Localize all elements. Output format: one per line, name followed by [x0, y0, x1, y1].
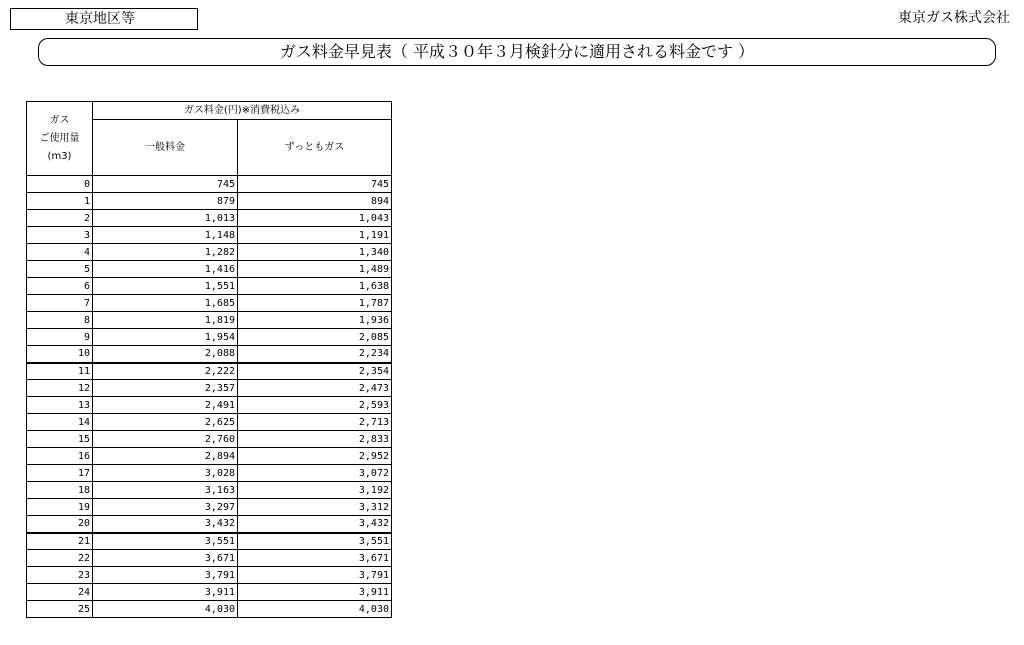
- general-fee-cell: 3,432: [93, 516, 238, 533]
- page-title: ガス料金早見表（ 平成３０年３月検針分に適用される料金です ）: [38, 38, 996, 66]
- zuttomo-fee-cell: 894: [238, 193, 392, 210]
- general-fee-cell: 3,028: [93, 465, 238, 482]
- usage-header-line1: ガス: [49, 114, 70, 126]
- usage-header: [27, 102, 93, 176]
- zuttomo-fee-cell: 3,192: [238, 482, 392, 499]
- table-row: [27, 567, 392, 584]
- general-fee-cell: 2,625: [93, 414, 238, 431]
- general-fee-cell: 745: [93, 176, 238, 193]
- usage-cell: 8: [27, 312, 93, 329]
- usage-cell: 5: [27, 261, 93, 278]
- general-fee-cell: 2,357: [93, 380, 238, 397]
- usage-cell: 0: [27, 176, 93, 193]
- zuttomo-fee-cell: 1,340: [238, 244, 392, 261]
- zuttomo-fee-cell: 3,671: [238, 550, 392, 567]
- zuttomo-fee-cell: 2,952: [238, 448, 392, 465]
- zuttomo-fee-cell: 3,791: [238, 567, 392, 584]
- table-row: [27, 431, 392, 448]
- usage-cell: 18: [27, 482, 93, 499]
- general-fee-cell: 879: [93, 193, 238, 210]
- table-row: [27, 601, 392, 618]
- table-row: [27, 448, 392, 465]
- table-row: [27, 499, 392, 516]
- table-row: [27, 193, 392, 210]
- general-fee-cell: 1,819: [93, 312, 238, 329]
- general-fee-cell: 1,685: [93, 295, 238, 312]
- general-fee-cell: 1,148: [93, 227, 238, 244]
- general-fee-cell: 2,491: [93, 397, 238, 414]
- general-fee-cell: 1,282: [93, 244, 238, 261]
- usage-cell: 21: [27, 533, 93, 550]
- usage-cell: 19: [27, 499, 93, 516]
- region-label: 東京地区等: [10, 8, 198, 30]
- general-fee-cell: 2,222: [93, 363, 238, 380]
- usage-cell: 9: [27, 329, 93, 346]
- zuttomo-fee-cell: 1,936: [238, 312, 392, 329]
- usage-cell: 4: [27, 244, 93, 261]
- general-fee-cell: 2,088: [93, 346, 238, 363]
- zuttomo-fee-cell: 2,234: [238, 346, 392, 363]
- table-row: [27, 516, 392, 533]
- general-fee-cell: 3,671: [93, 550, 238, 567]
- general-fee-cell: 4,030: [93, 601, 238, 618]
- general-fee-cell: 2,894: [93, 448, 238, 465]
- usage-cell: 6: [27, 278, 93, 295]
- usage-header-line3: (m3): [47, 150, 72, 162]
- usage-cell: 15: [27, 431, 93, 448]
- zuttomo-fee-cell: 3,551: [238, 533, 392, 550]
- table-row: [27, 363, 392, 380]
- usage-cell: 2: [27, 210, 93, 227]
- zuttomo-fee-cell: 2,473: [238, 380, 392, 397]
- zuttomo-fee-cell: 3,432: [238, 516, 392, 533]
- usage-cell: 14: [27, 414, 93, 431]
- rate-table: [26, 101, 392, 618]
- usage-cell: 7: [27, 295, 93, 312]
- general-fee-cell: 1,013: [93, 210, 238, 227]
- usage-cell: 3: [27, 227, 93, 244]
- table-row: [27, 482, 392, 499]
- table-row: [27, 261, 392, 278]
- table-row: [27, 533, 392, 550]
- company-name: 東京ガス株式会社: [898, 10, 1010, 26]
- table-row: [27, 176, 392, 193]
- zuttomo-fee-cell: 1,489: [238, 261, 392, 278]
- zuttomo-fee-cell: 2,085: [238, 329, 392, 346]
- general-fee-cell: 3,551: [93, 533, 238, 550]
- usage-cell: 13: [27, 397, 93, 414]
- table-row: [27, 329, 392, 346]
- table-row: [27, 278, 392, 295]
- general-fee-cell: 3,911: [93, 584, 238, 601]
- table-row: [27, 346, 392, 363]
- usage-header-line2: ご使用量: [39, 132, 80, 144]
- zuttomo-fee-cell: 1,787: [238, 295, 392, 312]
- zuttomo-fee-cell: 2,713: [238, 414, 392, 431]
- usage-cell: 16: [27, 448, 93, 465]
- general-fee-cell: 3,163: [93, 482, 238, 499]
- table-row: [27, 414, 392, 431]
- table-row: [27, 295, 392, 312]
- general-fee-cell: 1,416: [93, 261, 238, 278]
- usage-cell: 12: [27, 380, 93, 397]
- zuttomo-fee-cell: 1,043: [238, 210, 392, 227]
- usage-cell: 24: [27, 584, 93, 601]
- rate-table-body: [27, 176, 392, 618]
- general-fee-cell: 1,551: [93, 278, 238, 295]
- usage-cell: 23: [27, 567, 93, 584]
- usage-cell: 20: [27, 516, 93, 533]
- table-row: [27, 380, 392, 397]
- general-fee-cell: 1,954: [93, 329, 238, 346]
- usage-cell: 11: [27, 363, 93, 380]
- zuttomo-fee-cell: 2,593: [238, 397, 392, 414]
- zuttomo-fee-cell: 1,191: [238, 227, 392, 244]
- zuttomo-fee-cell: 1,638: [238, 278, 392, 295]
- zuttomo-fee-cell: 3,072: [238, 465, 392, 482]
- zuttomo-fee-cell: 3,312: [238, 499, 392, 516]
- zuttomo-gas-header: ずっともガス: [238, 120, 392, 176]
- zuttomo-fee-cell: 745: [238, 176, 392, 193]
- fee-group-header: ガス料金(円)※消費税込み: [93, 102, 392, 120]
- general-fee-cell: 3,297: [93, 499, 238, 516]
- zuttomo-fee-cell: 3,911: [238, 584, 392, 601]
- general-fee-cell: 2,760: [93, 431, 238, 448]
- usage-cell: 10: [27, 346, 93, 363]
- usage-cell: 22: [27, 550, 93, 567]
- table-row: [27, 227, 392, 244]
- general-fee-header: 一般料金: [93, 120, 238, 176]
- table-row: [27, 397, 392, 414]
- usage-cell: 17: [27, 465, 93, 482]
- table-row: [27, 584, 392, 601]
- zuttomo-fee-cell: 2,354: [238, 363, 392, 380]
- table-row: [27, 210, 392, 227]
- usage-cell: 25: [27, 601, 93, 618]
- table-row: [27, 550, 392, 567]
- table-row: [27, 312, 392, 329]
- usage-cell: 1: [27, 193, 93, 210]
- zuttomo-fee-cell: 4,030: [238, 601, 392, 618]
- table-row: [27, 465, 392, 482]
- general-fee-cell: 3,791: [93, 567, 238, 584]
- rate-table-header: [27, 102, 392, 176]
- zuttomo-fee-cell: 2,833: [238, 431, 392, 448]
- table-row: [27, 244, 392, 261]
